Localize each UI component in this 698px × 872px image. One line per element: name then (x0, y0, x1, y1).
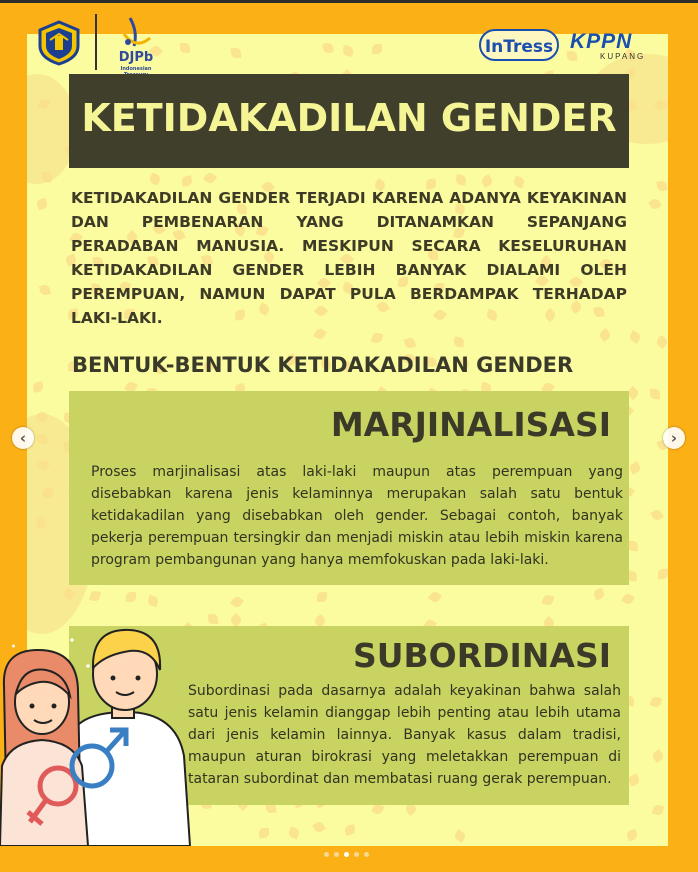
decor-petal (182, 175, 194, 187)
carousel-dot[interactable] (334, 852, 339, 857)
decor-petal (650, 388, 660, 398)
decor-petal (428, 590, 442, 604)
logo-divider (95, 14, 97, 70)
decor-petal (125, 592, 136, 603)
page-title: KETIDAKADILAN GENDER (81, 96, 617, 140)
carousel-dot[interactable] (364, 852, 369, 857)
decor-petal (317, 592, 327, 602)
decor-petal (650, 508, 664, 522)
card-body: Subordinasi pada dasarnya adalah keyakinan bahwa salah satu jenis kelamin dianggap lebih penting atau lebih utama dari jenis kelamin lainnya. Banyak kasus dalam tradisi, maupun aturan birokrasi yang meletakkan perempuan di tataran subordinat dan membatasi ruang gerak perempuan. (188, 683, 621, 787)
carousel-dot[interactable] (354, 852, 359, 857)
decor-petal (628, 330, 642, 344)
djpb-tagline: Indonesian (120, 66, 152, 72)
top-strip (0, 0, 698, 3)
decor-petal (592, 587, 605, 600)
decor-petal (542, 593, 555, 606)
decor-petal (658, 569, 668, 580)
decor-petal (628, 462, 642, 476)
card-title: MARJINALISASI (330, 405, 611, 444)
decor-petal (454, 337, 465, 348)
section-heading: BENTUK-BENTUK KETIDAKADILAN GENDER (72, 353, 574, 377)
carousel-prev-button[interactable] (12, 427, 34, 449)
couple-illustration (0, 616, 210, 846)
djpb-wordmark: DJPb (118, 50, 154, 65)
decor-petal (288, 827, 301, 840)
card-marjinalisasi (69, 391, 629, 585)
kppn-wordmark: KPPN (570, 30, 633, 53)
decor-petal (230, 47, 240, 57)
djpb-emblem-icon (108, 16, 164, 50)
kupang-label: KUPANG (600, 52, 646, 61)
decor-petal (651, 804, 664, 817)
card-title: SUBORDINASI (352, 636, 611, 675)
decor-petal (372, 43, 383, 54)
intro-paragraph: KETIDAKADILAN GENDER TERJADI KARENA ADANYA KEYAKINAN DAN PEMBENARAN YANG DITANAMKAN SEPANJANG PERADABAN MANUSIA. MESKIPUN SECARA KESELURUHAN KETIDAKADILAN GENDER LEBIH BANYAK DIALAMI OLEH PEREMPUAN, NAMUN DAPAT PULA BERDAMPAK TERHADAP LAKI-LAKI. (71, 189, 627, 327)
decor-petal (32, 381, 44, 393)
decor-petal (456, 175, 468, 187)
decor-petal (147, 594, 159, 606)
decor-petal (648, 197, 662, 211)
decor-petal (656, 181, 667, 192)
kppn-logo (570, 30, 662, 64)
decor-petal (404, 336, 416, 348)
decor-petal (454, 829, 467, 842)
intress-wordmark: InTress (484, 37, 554, 57)
decor-petal (371, 332, 383, 344)
chevron-left-icon: ‹ (19, 429, 27, 447)
djpb-logo (108, 16, 164, 74)
decor-petal (342, 45, 353, 56)
decor-petal (36, 197, 49, 210)
decor-petal (230, 595, 244, 609)
decor-petal (650, 696, 662, 708)
decor-petal (229, 613, 243, 627)
card-subordinasi (186, 626, 629, 805)
decor-petal (598, 328, 612, 342)
carousel-dot[interactable] (344, 852, 349, 857)
carousel-dot[interactable] (324, 852, 329, 857)
decor-petal (322, 42, 334, 54)
decor-petal (203, 171, 217, 185)
card-body: Proses marjinalisasi atas laki-laki maupun atas perempuan yang disebabkan karena jenis kelaminnya merupakan salah satu bentuk ketidakadilan yang disebabkan oleh gender. Sebagai contoh, banyak pekerja perempuan tersingkir dan menjadi miskin atau lebih miskin karena program pembangunan yang hanya memfokuskan pada laki-laki. (91, 464, 623, 568)
decor-petal (180, 43, 190, 53)
carousel-next-button[interactable] (663, 427, 685, 449)
decor-petal (344, 824, 356, 836)
decor-petal (654, 335, 668, 349)
decor-petal (39, 284, 51, 296)
decor-petal (89, 590, 101, 602)
decor-petal (312, 820, 326, 834)
decor-petal (259, 828, 269, 838)
decor-petal (621, 592, 635, 606)
chevron-right-icon: › (670, 429, 678, 447)
decor-petal (148, 173, 161, 186)
title-banner (69, 74, 629, 168)
decor-petal (627, 773, 640, 786)
decor-petal (626, 829, 638, 841)
intress-logo (478, 26, 562, 64)
decor-petal (651, 749, 665, 763)
kemenkeu-logo (36, 20, 82, 66)
